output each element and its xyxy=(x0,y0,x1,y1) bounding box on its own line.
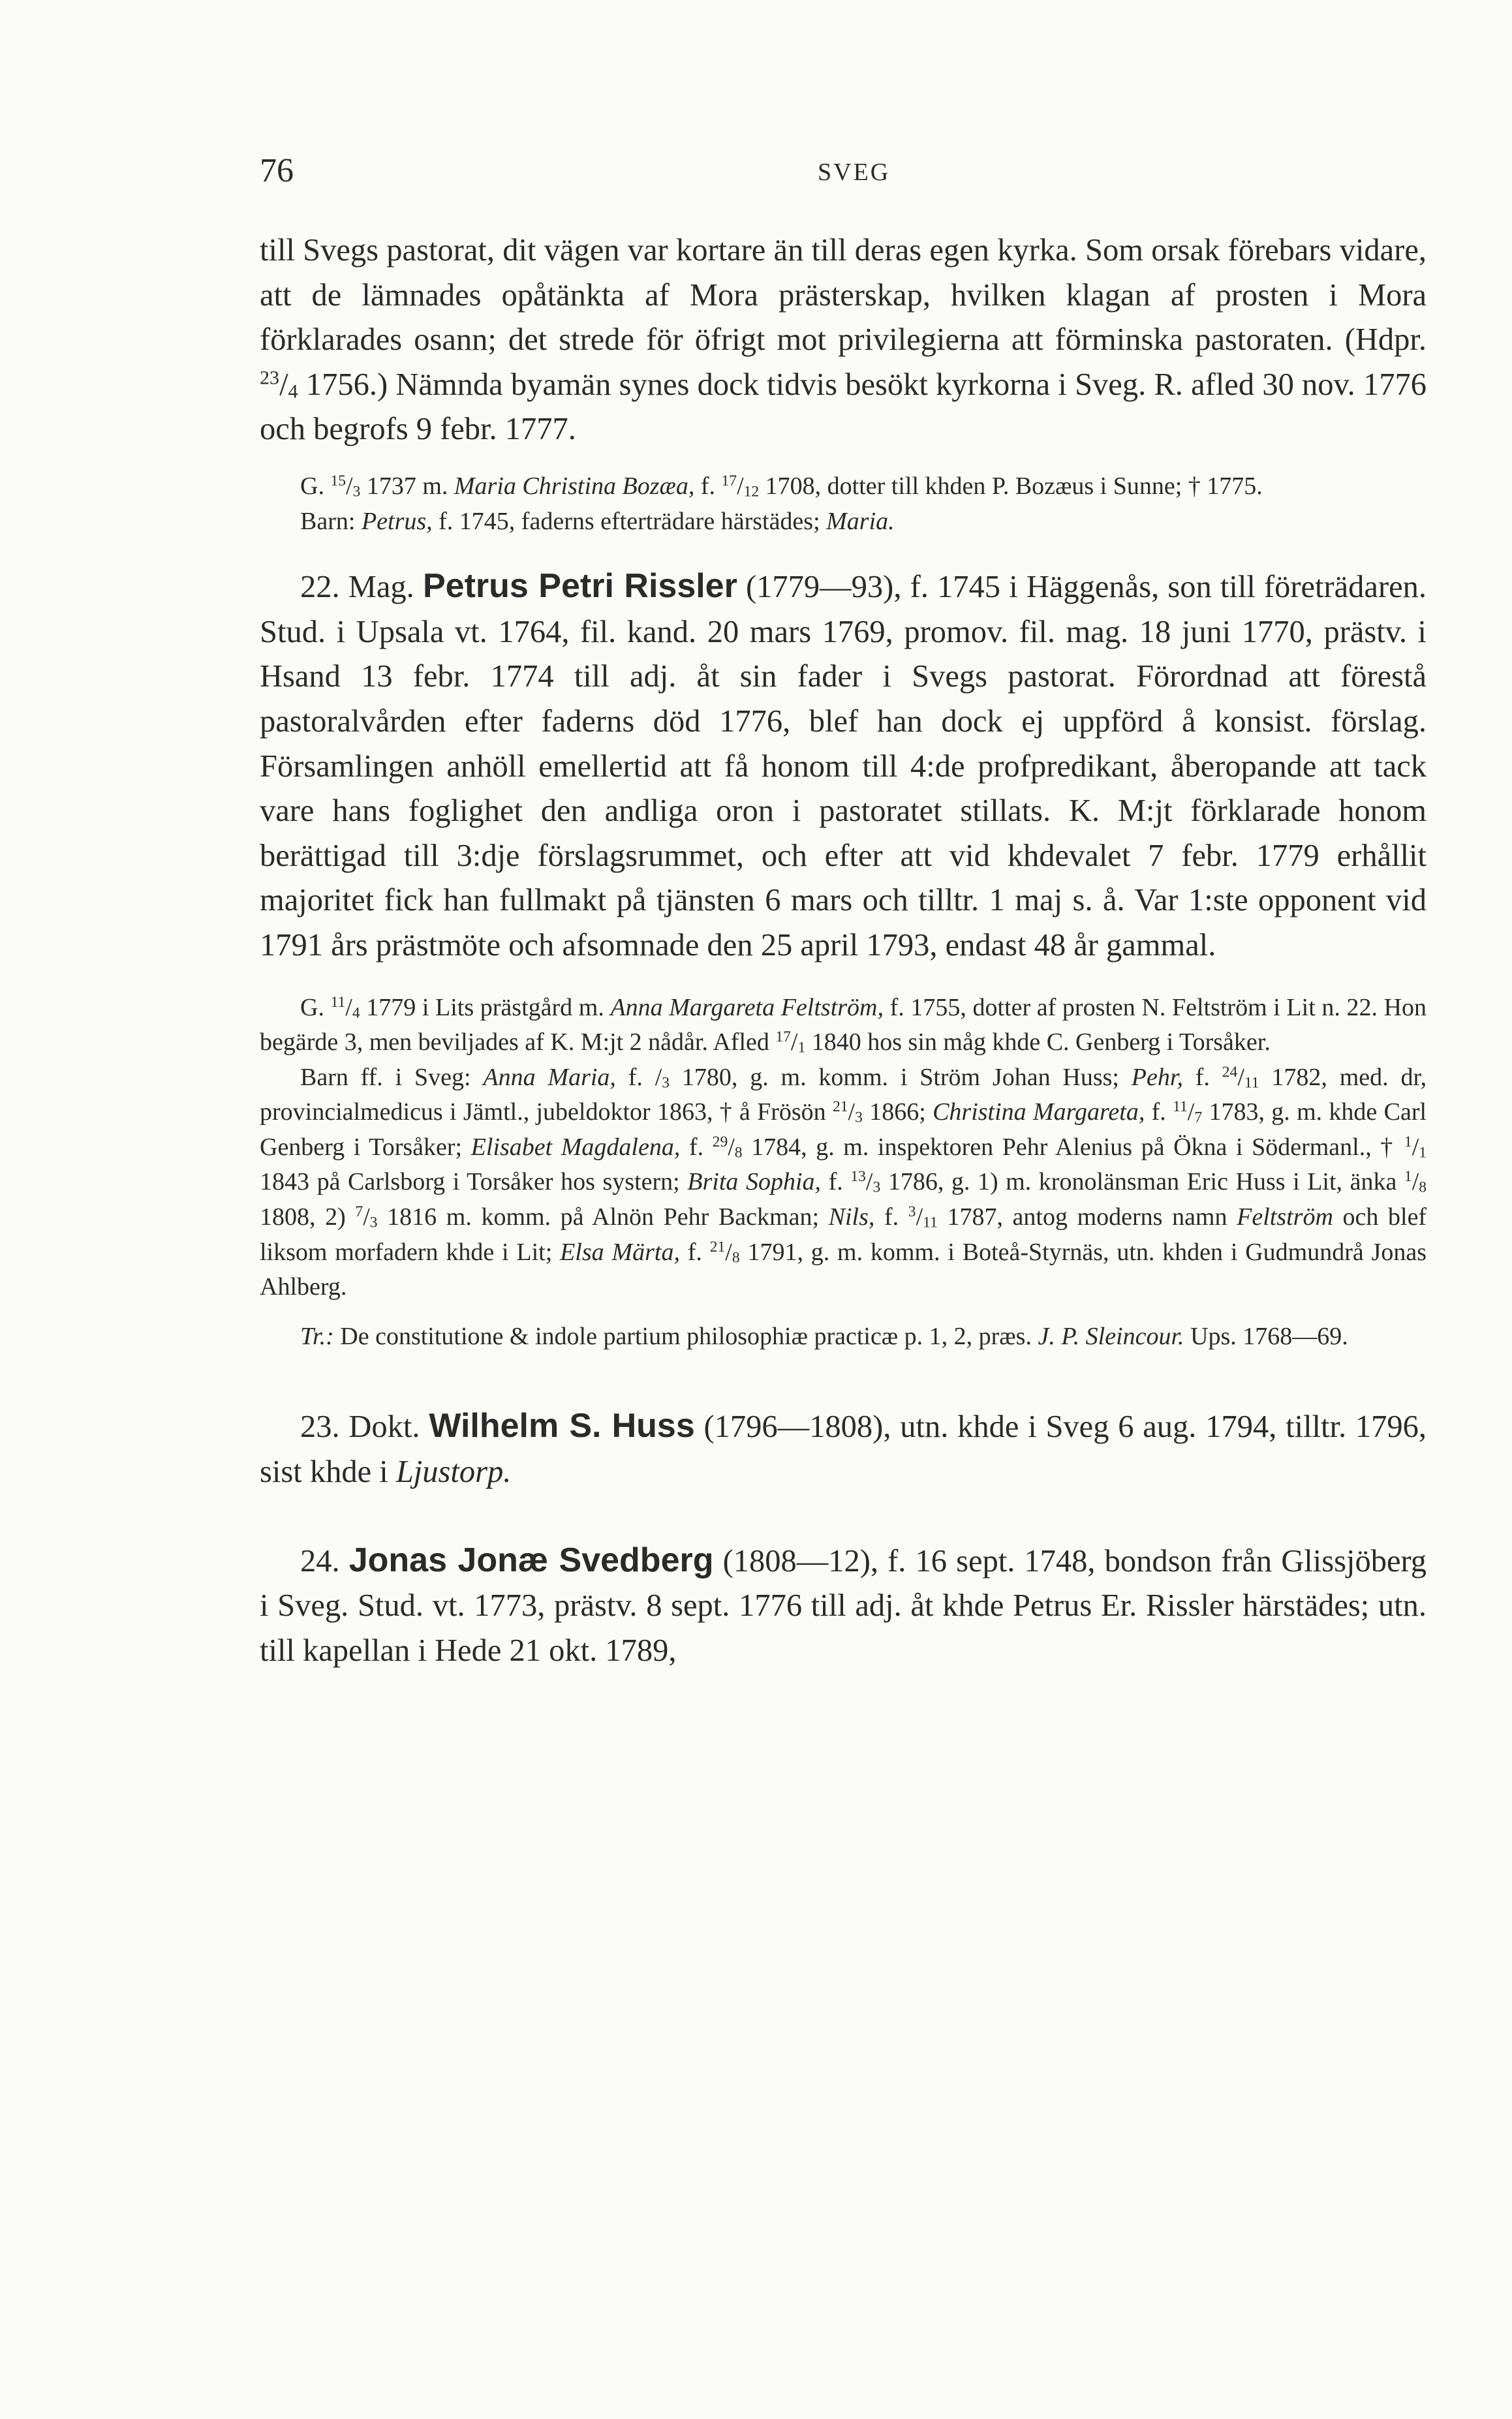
treatise-note-22: Tr.: De constitutione & indole partium philosophiæ practicæ p. 1, 2, præs. J. P. Sleincour. Ups. 1768—69. xyxy=(300,1322,1348,1350)
entry-23: 23. Dokt. Wilhelm S. Huss (1796—1808), utn. khde i Sveg 6 aug. 1794, tilltr. 1796, sist khde i Ljustorp. xyxy=(260,1407,1427,1490)
entry-24: 24. Jonas Jonæ Svedberg (1808—12), f. 16 sept. 1748, bondson från Glissjöberg i Sveg. Stud. vt. 1773, prästv. 8 sept. 1776 till adj. åt khde Petrus Er. Rissler härstädes; utn. till kapellan i Hede 21 okt. 1789, xyxy=(260,1541,1427,1668)
running-title: SVEG xyxy=(818,159,891,186)
page-body xyxy=(260,228,1427,1673)
children-note-21: Barn: Petrus, f. 1745, faderns efterträdare härstädes; Maria. xyxy=(300,507,895,535)
entry-22-name: Petrus Petri Rissler xyxy=(422,567,737,606)
entry-23-name: Wilhelm S. Huss xyxy=(429,1407,695,1445)
children-note-22: Barn ff. i Sveg: Anna Maria, f. /3 1780, g. m. komm. i Ström Johan Huss; Pehr, f. $^{24}$/11 1782, med. dr, provincialmedicus i Jämtl., jubeldoktor 1863, † å Frösön $^{21}$/3 1866; Christina Margareta, f. $^{11}$/7 1783, g. m. khde Carl Genberg i Torsåker; Elisabet Magdalena, f. $^{29}$/8 1784, g. m. inspektoren Pehr Alenius på Ökna i Södermanl., † $^1$/1 1843 på Carlsborg i Torsåker hos systern; Brita Sophia, f. $^{13}$/3 1786, g. 1) m. kronolänsman Eric Huss i Lit, änka $^1$/8 1808, 2) $^7$/3 1816 m. komm. på Alnön Pehr Backman; Nils, f. $^3$/11 1787, antog moderns namn Feltström och blef liksom morfadern khde i Lit; Elsa Märta, f. $^{21}$/8 1791, g. m. komm. i Boteå-Styrnäs, utn. khden i Gudmundrå Jonas Ahlberg. xyxy=(260,1063,1427,1301)
entry-24-name: Jonas Jonæ Svedberg xyxy=(348,1541,714,1579)
page-number: 76 xyxy=(260,152,294,189)
paragraph-continuation: till Svegs pastorat, dit vägen var kortare än till deras egen kyrka. Som orsak förebars vidare, att de lämnades opåtänkta af Mora prästerskap, hvilken klagan af prosten i Mora förklarades osann; det strede för öfrigt mot privilegierna att förminska pastoraten. (Hdpr. $^{23}$/4 1756.) Nämnda byamän synes dock tidvis besökt kyrkorna i Sveg. R. afled 30 nov. 1776 och begrofs 9 febr. 1777. xyxy=(260,233,1427,447)
running-head xyxy=(260,151,1434,197)
marriage-note-21: G. $^{15}$/3 1737 m. Maria Christina Bozæa, f. $^{17}$/12 1708, dotter till khden P. Bozæus i Sunne; † 1775. xyxy=(300,472,1263,501)
marriage-note-22: G. $^{11}$/4 1779 i Lits prästgård m. Anna Margareta Feltström, f. 1755, dotter af prosten N. Feltström i Lit n. 22. Hon begärde 3, men beviljades af K. M:jt 2 nådår. Afled $^{17}$/1 1840 hos sin måg khde C. Genberg i Torsåker. xyxy=(260,993,1427,1056)
entry-22: 22. Mag. Petrus Petri Rissler (1779—93), f. 1745 i Häggenås, son till företrädaren. Stud. i Upsala vt. 1764, fil. kand. 20 mars 1769, promov. fil. mag. 18 juni 1770, prästv. i Hsand 13 febr. 1774 till adj. åt sin fader i Svegs pastorat. Förordnad att förestå pastoralvården efter faderns död 1776, blef han dock ej uppförd å konsist. förslag. Församlingen anhöll emellertid att få honom till 4:de profpredikant, åberopande att tack vare hans foglighet den andliga oron i pastoratet stillats. K. M:jt förklarade honom berättigad till 3:dje förslagsrummet, och efter att vid khdevalet 7 febr. 1779 erhållit majoritet fick han fullmakt på tjänsten 6 mars och tilltr. 1 maj s. å. Var 1:ste opponent vid 1791 års prästmöte och afsomnade den 25 april 1793, endast 48 år gammal. xyxy=(260,567,1427,963)
